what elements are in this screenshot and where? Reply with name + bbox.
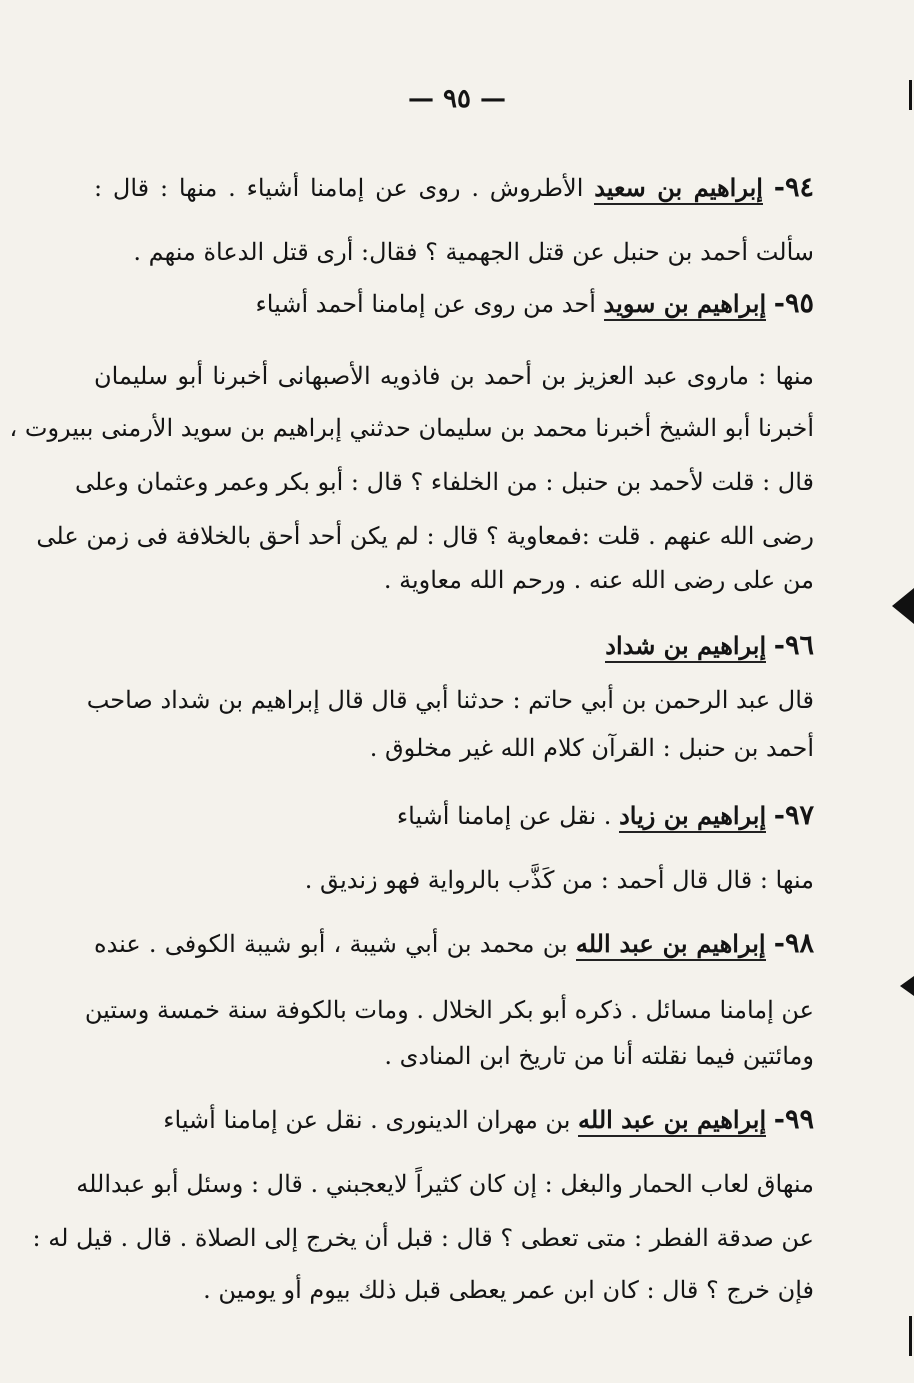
entry-99-text: بن مهران الدينورى . نقل عن إمامنا أشياء [163, 1106, 571, 1134]
entry-99-line-3: عن صدقة الفطر : متى تعطى ؟ قال : قبل أن يخرج إلى الصلاة . قال . قيل له : [32, 1224, 814, 1252]
entry-95-number: ٩٥- [773, 288, 814, 319]
scan-page-tab-marker [892, 588, 914, 624]
entry-99-line-1 [94, 1100, 814, 1140]
entry-94-text: الأطروش . روى عن إمامنا أشياء . منها : قال : [94, 174, 584, 202]
entry-98-name: إبراهيم بن عبد الله [576, 929, 766, 961]
entry-99-name: إبراهيم بن عبد الله [578, 1105, 766, 1137]
entry-95-line-4: قال : قلت لأحمد بن حنبل : من الخلفاء ؟ قال : أبو بكر وعمر وعثمان وعلى [75, 468, 814, 496]
entry-99-line-4: فإن خرج ؟ قال : كان ابن عمر يعطى قبل ذلك بيوم أو يومين . [203, 1276, 814, 1304]
entry-97-line-2: منها : قال قال أحمد : من كَذَّب بالرواية فهو زنديق . [304, 866, 814, 894]
entry-95-text: أحد من روى عن إمامنا أحمد أشياء [255, 290, 596, 318]
entry-98-line-2: عن إمامنا مسائل . ذكره أبو بكر الخلال . ومات بالكوفة سنة خمسة وستين [84, 996, 814, 1024]
entry-99-number: ٩٩- [773, 1104, 814, 1135]
entry-98-number: ٩٨- [773, 928, 814, 959]
entry-97-line-1 [94, 796, 814, 836]
entry-98-text: بن محمد بن أبي شيبة ، أبو شيبة الكوفى . عنده [94, 930, 568, 958]
scan-small-marker [900, 976, 914, 996]
entry-94-line-2: سألت أحمد بن حنبل عن قتل الجهمية ؟ فقال: أرى قتل الدعاة منهم . [133, 238, 814, 266]
entry-94-number: ٩٤- [773, 172, 814, 203]
entry-96-line-1 [94, 626, 814, 666]
entry-95-name: إبراهيم بن سويد [604, 289, 767, 321]
entry-95-line-1 [94, 284, 814, 324]
entry-95-line-6: من على رضى الله عنه . ورحم الله معاوية . [383, 566, 814, 594]
entry-99-line-2: منهاق لعاب الحمار والبغل : إن كان كثيراً لايعجبني . قال : وسئل أبو عبدالله [76, 1170, 814, 1198]
entry-94-name: إبراهيم بن سعيد [594, 173, 763, 205]
entry-97-text: . نقل عن إمامنا أشياء [396, 802, 612, 830]
page-number: — ٩٥ — [407, 84, 507, 114]
entry-97-number: ٩٧- [773, 800, 814, 831]
entry-97-name: إبراهيم بن زياد [619, 801, 766, 833]
scan-edge-mark [909, 80, 912, 110]
entry-95-line-5: رضى الله عنهم . قلت :فمعاوية ؟ قال : لم يكن أحد أحق بالخلافة فى زمن على [36, 522, 814, 550]
scan-edge-mark-bottom [909, 1316, 912, 1356]
entry-95-line-2: منها : ماروى عبد العزيز بن أحمد بن فاذويه الأصبهانى أخبرنا أبو سليمان [94, 362, 814, 390]
entry-95-line-3: أخبرنا أبو الشيخ أخبرنا محمد بن سليمان حدثني إبراهيم بن سويد الأرمنى ببيروت ، [9, 414, 814, 442]
entry-96-name: إبراهيم بن شداد [605, 631, 766, 663]
entry-98-line-3: ومائتين فيما نقلته أنا من تاريخ ابن المنادى . [384, 1042, 814, 1070]
entry-98-line-1 [94, 924, 814, 964]
entry-94-line-1 [94, 168, 814, 208]
entry-96-line-3: أحمد بن حنبل : القرآن كلام الله غير مخلوق . [369, 734, 814, 762]
entry-96-number: ٩٦- [773, 630, 814, 661]
entry-96-line-2: قال عبد الرحمن بن أبي حاتم : حدثنا أبي قال قال إبراهيم بن شداد صاحب [86, 686, 814, 714]
